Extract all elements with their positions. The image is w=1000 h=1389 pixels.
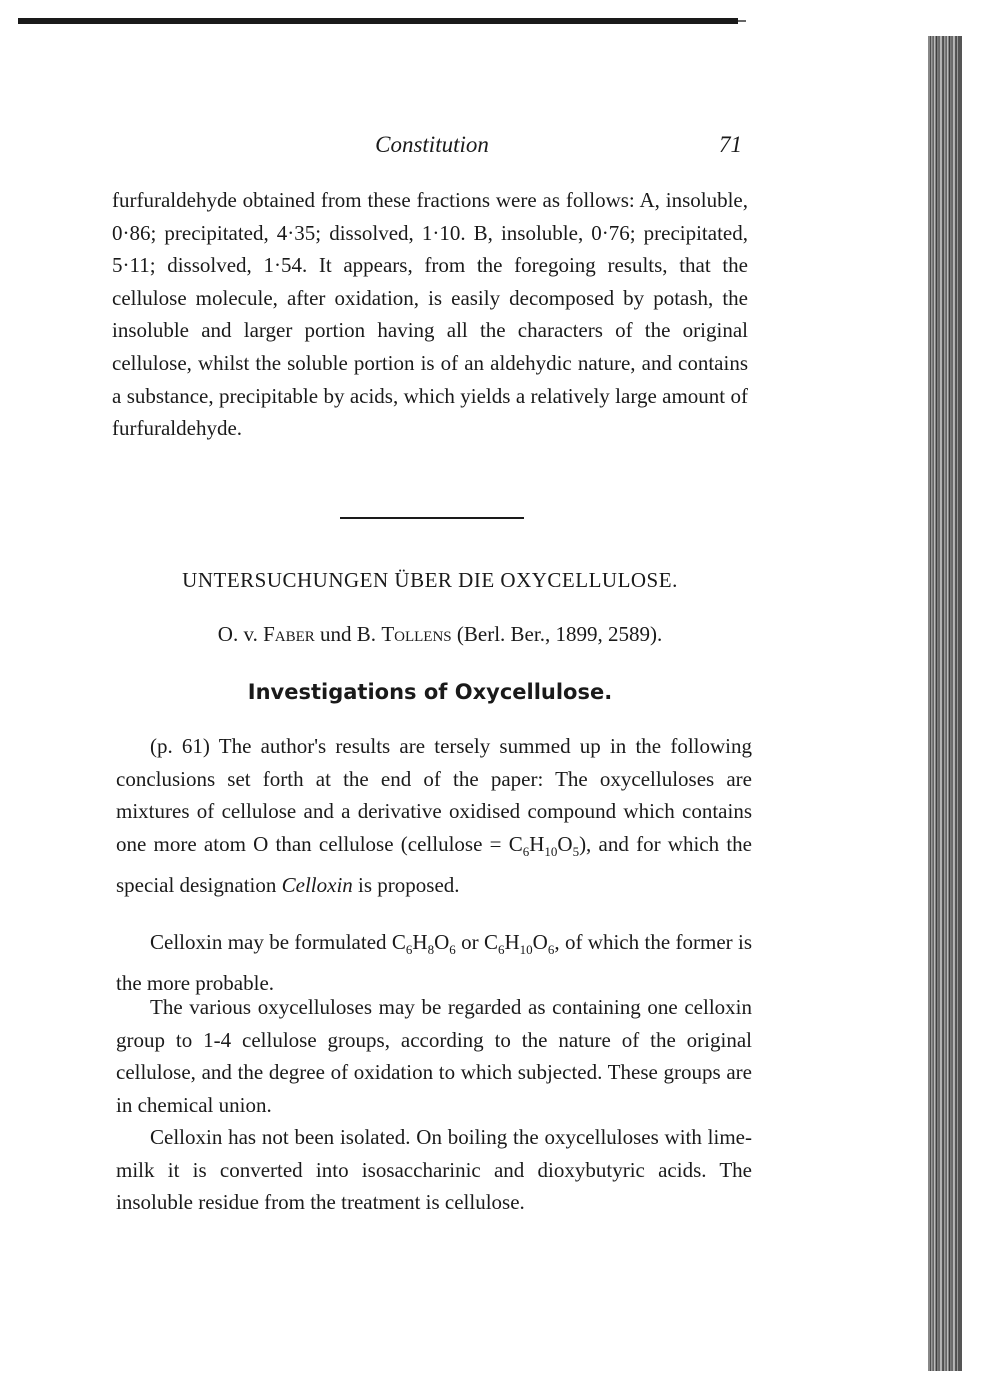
p3-f2-o: O (532, 930, 548, 954)
citation-und: und B. (314, 622, 382, 646)
p3-f2-sub-h: 10 (519, 942, 533, 958)
section-divider (340, 517, 524, 519)
p3-text-b: , of which the former is the more probable. (116, 930, 753, 995)
p2-text-a: (p. 61) The author's results are tersely summed up in the following conclusions set forth at the end of the paper: The oxycelluloses are mixtures of cellulose and a derivative oxidised compound which contains one more atom O than cellulose (cellulose = C (116, 734, 752, 856)
running-head: Constitution (375, 132, 489, 157)
p3-f1-h: H (412, 930, 428, 954)
p2-sub-o: 5 (572, 843, 580, 859)
p2-h: H (529, 831, 545, 856)
page-header (112, 130, 752, 162)
p3-f1-o: O (434, 930, 450, 954)
p3-f1-sub-c: 6 (405, 942, 413, 958)
paragraph-1: furfuraldehyde obtained from these fractions were as follows: A, insoluble, 0·86; precipitated, 4·35; dissolved, 1·10. B, insoluble, 0·76; precipitated, 5·11; dissolved, 1·54. It appears, from the foregoing results, that the cellulose molecule, after oxidation, is easily decomposed by potash, the insoluble and larger portion having all the characters of the original cellulose, whilst the soluble portion is of an aldehydic nature, and contains a substance, precipitable by acids, which yields a relatively large amount of furfuraldehyde. (112, 188, 748, 441)
citation-name-faber: Faber (263, 622, 315, 646)
page-number: 71 (719, 132, 742, 157)
citation-author1: O. v. (217, 622, 264, 646)
p2-sub-c: 6 (522, 843, 530, 859)
top-rule (18, 18, 738, 24)
paragraph-5: Celloxin has not been isolated. On boiling the oxycelluloses with lime-milk it is converted into isosaccharinic and dioxybutyric acids. The insoluble residue from the treatment is cellulose. (116, 1125, 752, 1215)
p3-f1-sub-h: 8 (427, 942, 435, 958)
paragraph-3 (116, 926, 752, 999)
citation-ref: (Berl. Ber., 1899, 2589). (451, 622, 663, 646)
paragraph-4: The various oxycelluloses may be regarded as containing one celloxin group to 1-4 cellulose groups, according to the nature of the original cellulose, and the degree of oxidation to which subjected. These groups are in chemical union. (116, 995, 752, 1117)
p2-sub-h: 10 (544, 843, 558, 859)
citation (112, 622, 768, 647)
p3-f1-sub-o: 6 (449, 942, 456, 958)
p2-o: O (557, 831, 573, 856)
p3-f2-h: H (504, 930, 520, 954)
book-gutter (930, 36, 960, 1371)
p3-text-or: or C (455, 930, 498, 954)
p3-text-a: Celloxin may be formulated C (150, 930, 406, 954)
gutter-shade (958, 36, 962, 1371)
top-rule-tail (738, 20, 746, 22)
p2-text-c: is proposed. (352, 872, 460, 897)
section-title: UNTERSUCHUNGEN ÜBER DIE OXYCELLULOSE. (182, 568, 678, 592)
p2-text-b: ), and for which the special designation (116, 831, 752, 897)
p3-f2-sub-o: 6 (547, 942, 555, 958)
article-subtitle: Investigations of Oxycellulose. (247, 680, 613, 704)
paragraph-2 (116, 730, 752, 901)
p3-f2-sub-c: 6 (497, 942, 505, 958)
citation-name-tollens: Tollens (381, 622, 452, 646)
celloxin-term: Celloxin (281, 872, 353, 897)
